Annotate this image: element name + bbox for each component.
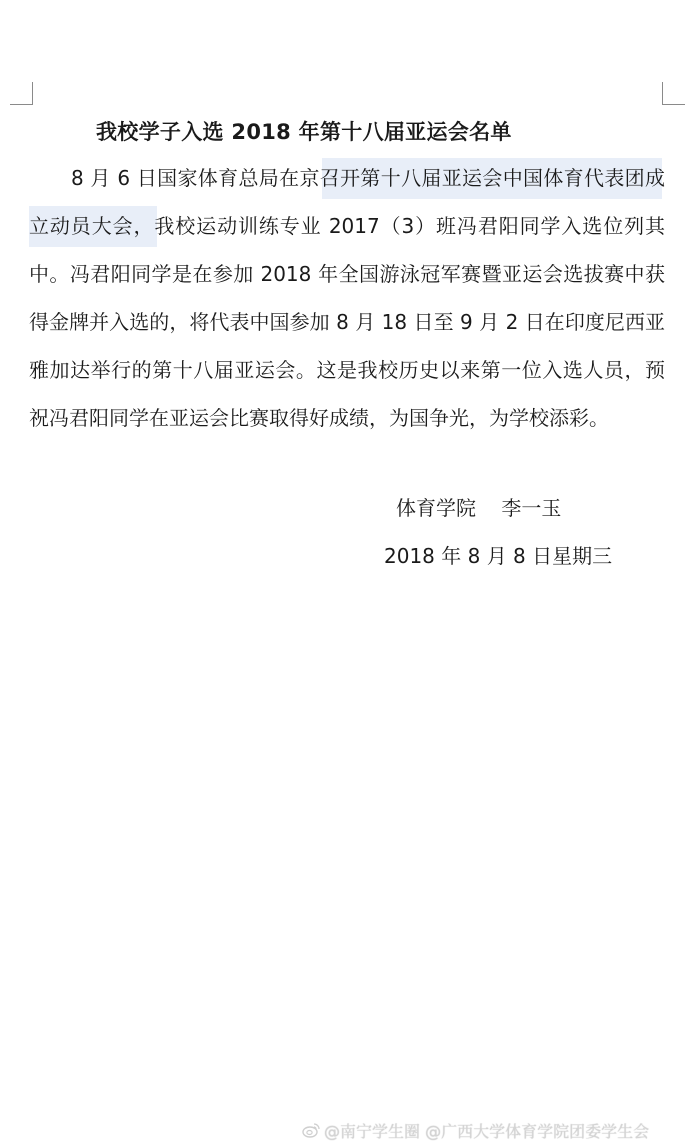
document-body [29, 154, 665, 442]
date-line: 2018 年 8 月 8 日星期三 [384, 544, 613, 568]
weibo-icon [302, 1122, 320, 1138]
page-corner-mark-right [662, 82, 685, 105]
weibo-watermark [302, 1118, 649, 1142]
document-title: 我校学子入选 2018 年第十八届亚运会名单 [96, 120, 512, 144]
document-page [29, 110, 665, 442]
signature-line: 体育学院 李一玉 [396, 496, 562, 520]
body-paragraph: 8 月 6 日国家体育总局在京召开第十八届亚运会中国体育代表团成立动员大会，我校运动训练专业 2017（3）班冯君阳同学入选位列其中。冯君阳同学是在参加 2018 年全国游泳冠军赛暨亚运会选拔赛中获得金牌并入选的，将代表中国参加 8 月 18 日至 9 月 2 日在印度尼西亚雅加达举行的第十八届亚运会。这是我校历史以来第一位入选人员，预祝冯君阳同学在亚运会比赛取得好成绩，为国争光，为学校添彩。 [29, 166, 665, 430]
watermark-text: @南宁学生圈 @广西大学体育学院团委学生会 [324, 1121, 650, 1141]
page-corner-mark-left [10, 82, 33, 105]
